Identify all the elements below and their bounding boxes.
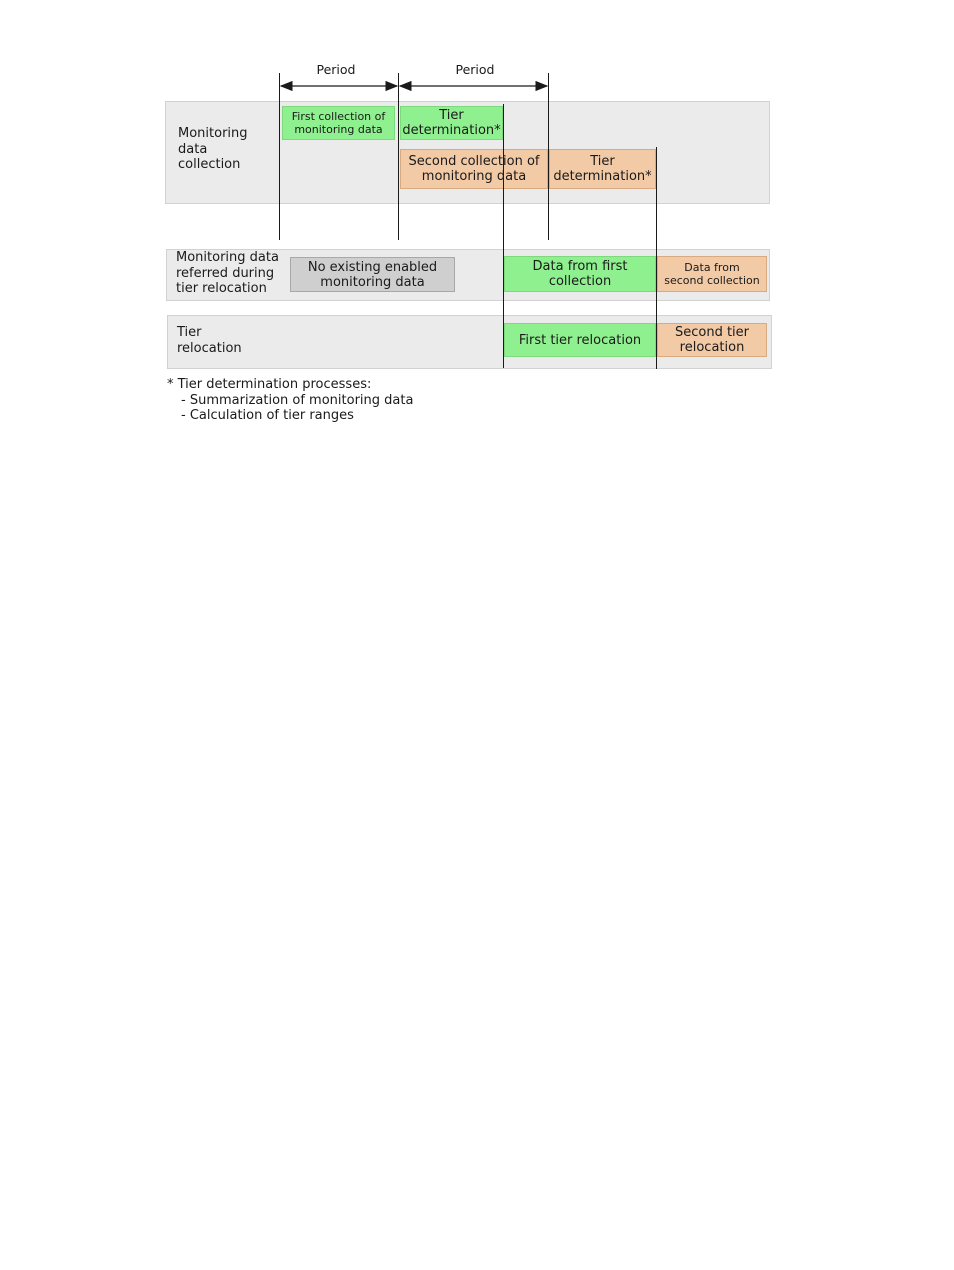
timeline-line-period-start <box>279 73 280 240</box>
period-arrows <box>0 0 954 100</box>
referred-row-label <box>176 250 279 297</box>
tier-determination-2-line-2: determination* <box>553 169 652 184</box>
collection-row-label <box>178 126 248 173</box>
tier-determination-2-line-1: Tier <box>590 154 615 169</box>
period-2-label: Period <box>455 62 495 77</box>
timeline-line-period-boundary <box>398 73 399 240</box>
tier-determination-1-line-1: Tier <box>439 108 464 123</box>
no-existing-data-line-2: monitoring data <box>320 274 425 290</box>
collection-label-line-2: data <box>178 141 208 157</box>
data-from-first-line-1: Data from first <box>532 259 628 274</box>
data-from-first-line-2: collection <box>548 274 612 289</box>
data-from-first-box <box>504 256 656 292</box>
first-tier-relocation-line-1: First tier relocation <box>518 332 642 348</box>
data-from-second-box <box>657 256 767 292</box>
relocation-label-line-2: relocation <box>177 340 242 356</box>
collection-label-line-3: collection <box>178 157 241 172</box>
first-collection-line-1: First collection of <box>291 109 386 123</box>
second-collection-box <box>400 149 548 189</box>
referred-label-line-1: Monitoring data <box>176 250 279 265</box>
tier-determination-1-line-2: determination* <box>402 123 501 138</box>
relocation-row-label <box>177 325 242 356</box>
footnote-title: * Tier determination processes: <box>167 377 372 392</box>
referred-label-line-2: referred during <box>176 265 275 281</box>
second-collection-line-2: monitoring data <box>421 169 527 184</box>
period-1-label: Period <box>316 62 356 77</box>
no-existing-data-box <box>290 257 455 292</box>
relocation-label-line-1: Tier <box>177 325 202 340</box>
footnote-item-2: - Calculation of tier ranges <box>181 408 354 423</box>
second-collection-line-1: Second collection of <box>408 154 540 169</box>
data-from-second-line-1: Data from <box>684 260 740 274</box>
second-tier-relocation-line-1: Second tier <box>674 325 750 340</box>
first-collection-box <box>282 106 395 140</box>
no-existing-data-line-1: No existing enabled <box>307 259 438 275</box>
footnote-item-1: - Summarization of monitoring data <box>181 393 414 408</box>
referred-label-line-3: tier relocation <box>176 281 267 296</box>
second-tier-relocation-box <box>657 323 767 357</box>
collection-label-line-1: Monitoring <box>178 126 248 141</box>
first-tier-relocation-box <box>504 323 656 357</box>
tier-determination-2-box <box>549 149 656 189</box>
tier-determination-1-box <box>400 106 503 140</box>
second-tier-relocation-line-2: relocation <box>679 340 745 355</box>
timeline-line-second-relocation-start <box>656 147 657 369</box>
data-from-second-line-2: second collection <box>664 274 760 287</box>
first-collection-line-2: monitoring data <box>294 123 383 136</box>
timeline-line-period-end <box>548 73 549 240</box>
timeline-line-first-relocation-start <box>503 104 504 368</box>
